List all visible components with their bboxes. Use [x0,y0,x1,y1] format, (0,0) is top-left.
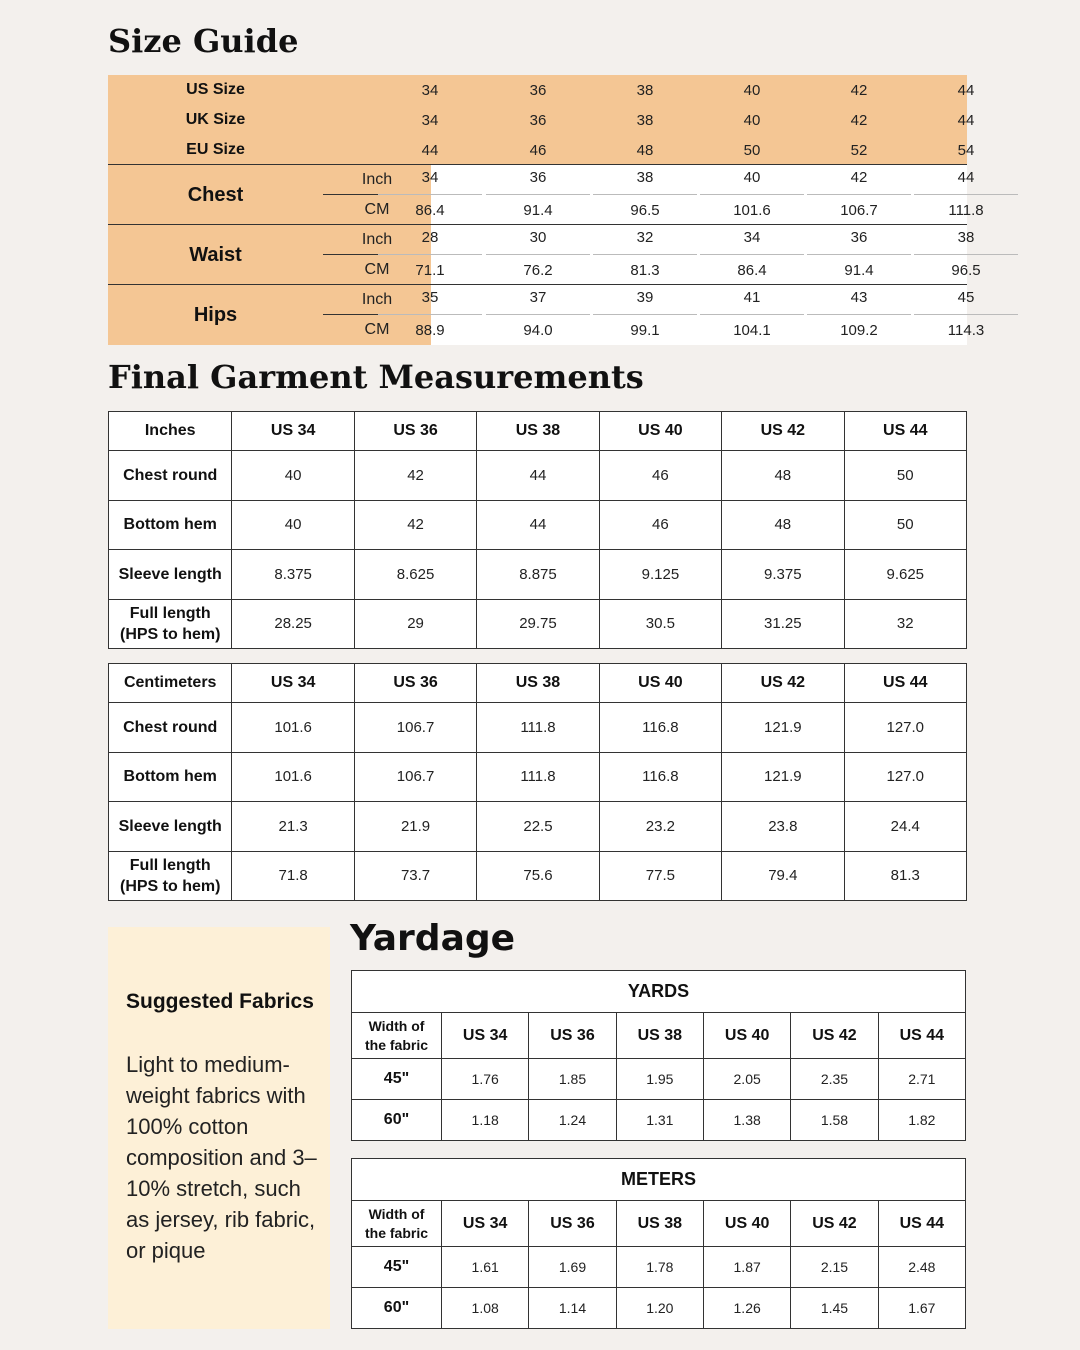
table-cell: 75.6 [477,851,599,901]
row-label-subline: (HPS to hem) [119,877,221,895]
row-label-line: Sleeve length [118,817,222,835]
table-cell: 111.8 [477,703,599,753]
table-cell: 1.82 [878,1100,965,1141]
table-cell: 111.8 [477,752,599,802]
table-cell: 9.375 [722,550,844,600]
size-column-header: US 44 [878,1201,965,1247]
fabric-width-label: 45" [352,1059,442,1100]
size-value-row [421,165,975,195]
table-title-row [352,1159,966,1201]
table-cell: 21.9 [354,802,476,852]
table-cell: 1.45 [791,1288,878,1329]
size-value-cell: 42 [850,169,868,186]
table-cell: 1.58 [791,1100,878,1141]
measurement-group-label: Waist [108,225,323,285]
row-label-line: Bottom hem [123,516,217,534]
table-cell: 1.76 [442,1059,529,1100]
table-cell: 50 [844,500,966,550]
table-cell: 1.08 [442,1288,529,1329]
size-value-cell: 96.5 [630,201,660,219]
cell-divider-line [486,314,590,315]
table-row [109,752,967,802]
table-row [109,451,967,501]
table-cell: 42 [354,500,476,550]
size-header-cell: 54 [957,141,975,159]
table-title-row [352,971,966,1013]
suggested-fabrics-panel [108,927,330,1329]
size-column-header: US 40 [703,1013,790,1059]
size-value-cell: 86.4 [415,201,445,219]
table-row [109,703,967,753]
size-header-cell: 34 [421,111,439,129]
size-header-cell: 38 [636,81,654,99]
cell-divider-line [914,314,1018,315]
size-value-cell: 109.2 [840,321,878,339]
size-value-row [415,315,985,345]
table-cell: 24.4 [844,802,966,852]
size-value-cell: 36 [850,229,868,246]
cell-divider-line [700,254,804,255]
size-header-row [108,135,975,165]
cell-divider-line [807,194,911,195]
table-corner-label: Inches [109,412,232,451]
size-header-cell: 46 [529,141,547,159]
table-cell: 48 [722,451,844,501]
size-value-cell: 106.7 [840,201,878,219]
measurement-group-label: Hips [108,285,323,345]
size-column-header: US 38 [477,412,599,451]
table-cell: 42 [354,451,476,501]
table-cell: 2.35 [791,1059,878,1100]
size-column-header: US 42 [722,412,844,451]
table-cell: 1.31 [616,1100,703,1141]
table-cell: 77.5 [599,851,721,901]
size-column-header: US 42 [722,664,844,703]
row-label-line: Full length [129,604,211,622]
size-column-header: US 36 [354,412,476,451]
garment-cm-table [108,663,967,901]
table-row [352,1247,966,1288]
size-guide-table [108,75,985,345]
table-cell: 79.4 [722,851,844,901]
size-header-cell: 40 [743,81,761,99]
cell-divider-line [700,314,804,315]
table-cell: 50 [844,451,966,501]
table-cell: 44 [477,451,599,501]
size-value-cell: 44 [957,169,975,186]
cell-divider-line [593,194,697,195]
unit-label: CM [364,261,390,278]
size-value-cell: 40 [743,169,761,186]
table-cell: 9.125 [599,550,721,600]
table-cell: 71.8 [232,851,354,901]
size-value-cell: 36 [529,169,547,186]
corner-line: Width of [368,1205,425,1222]
row-label-line: Sleeve length [118,565,222,583]
size-column-header: US 42 [791,1201,878,1247]
garment-inches-table [108,411,967,649]
size-header-cell: 36 [529,111,547,129]
size-header-label: EU Size [186,141,245,158]
table-cell: 121.9 [722,752,844,802]
size-column-header: US 38 [477,664,599,703]
size-column-header: US 40 [599,412,721,451]
size-header-cell: 40 [743,111,761,129]
table-title: YARDS [352,971,966,1013]
size-column-header: US 38 [616,1013,703,1059]
size-header-cell: 36 [529,81,547,99]
size-value-cell: 111.8 [948,201,984,219]
row-label [109,599,232,649]
cell-divider-line [807,314,911,315]
table-cell: 31.25 [722,599,844,649]
table-cell: 101.6 [232,752,354,802]
row-label-line: Full length [129,856,211,874]
size-value-cell: 45 [957,289,975,306]
table-cell: 127.0 [844,752,966,802]
table-cell: 116.8 [599,703,721,753]
corner-line: the fabric [364,1036,428,1053]
table-cell: 1.95 [616,1059,703,1100]
size-value-cell: 81.3 [630,261,660,279]
size-value-cell: 37 [529,289,547,306]
size-value-cell: 34 [421,169,439,186]
table-cell: 1.85 [529,1059,616,1100]
cell-divider-line [486,254,590,255]
table-cell: 1.20 [616,1288,703,1329]
size-value-cell: 34 [743,229,761,246]
fabric-width-label: 60" [352,1100,442,1141]
size-value-cell: 88.9 [415,321,445,339]
table-cell: 23.2 [599,802,721,852]
size-header-label: US Size [186,81,245,98]
row-label [109,451,232,501]
size-column-header: US 40 [703,1201,790,1247]
size-header-cell: 44 [957,81,975,99]
size-header-cell: 42 [850,81,868,99]
table-cell: 81.3 [844,851,966,901]
size-header-cell: 44 [957,111,975,129]
size-value-row [421,225,975,255]
size-value-cell: 86.4 [737,261,767,279]
width-of-fabric-label [352,1201,442,1247]
final-garment-title: Final Garment Measurements [108,358,644,396]
table-cell: 32 [844,599,966,649]
table-cell: 28.25 [232,599,354,649]
table-cell: 1.87 [703,1247,790,1288]
table-cell: 44 [477,500,599,550]
row-label-line: Chest round [123,718,218,736]
corner-line: Width of [368,1017,425,1034]
size-column-header: US 34 [442,1201,529,1247]
unit-label: CM [364,321,390,338]
yardage-title: Yardage [350,918,516,959]
table-row [109,599,967,649]
size-value-cell: 43 [850,289,868,306]
size-column-header: US 36 [529,1013,616,1059]
fabric-width-label: 60" [352,1288,442,1329]
meters-table [351,1158,966,1329]
size-header-cell: 48 [636,141,654,159]
table-cell: 106.7 [354,752,476,802]
table-cell: 1.26 [703,1288,790,1329]
size-header-cell: 52 [850,141,868,159]
table-cell: 48 [722,500,844,550]
row-label-line: Chest round [123,466,218,484]
size-column-header: US 34 [232,664,354,703]
cell-divider-line [593,314,697,315]
size-value-cell: 32 [636,229,654,246]
table-cell: 8.875 [477,550,599,600]
table-cell: 8.625 [354,550,476,600]
table-header-row [352,1013,966,1059]
size-column-header: US 42 [791,1013,878,1059]
table-cell: 121.9 [722,703,844,753]
unit-label: Inch [361,291,393,308]
size-header-cell: 34 [421,81,439,99]
size-value-cell: 38 [636,169,654,186]
size-value-cell: 41 [743,289,761,306]
fabric-width-label: 45" [352,1247,442,1288]
size-column-header: US 34 [442,1013,529,1059]
suggested-fabrics-text: Light to medium-weight fabrics with 100% cotton composition and 3–10% stretch, such as jersey, rib fabric, or pique [126,1052,317,1263]
table-title: METERS [352,1159,966,1201]
size-value-cell: 91.4 [844,261,874,279]
table-cell: 8.375 [232,550,354,600]
size-column-header: US 36 [354,664,476,703]
size-guide-title: Size Guide [108,22,299,60]
size-value-row [415,195,984,225]
size-column-header: US 40 [599,664,721,703]
table-cell: 106.7 [354,703,476,753]
size-column-header: US 34 [232,412,354,451]
cell-divider-line [378,314,482,315]
size-value-cell: 38 [957,229,975,246]
table-row [109,851,967,901]
table-cell: 1.67 [878,1288,965,1329]
table-cell: 46 [599,451,721,501]
table-cell: 9.625 [844,550,966,600]
size-header-row [108,75,975,105]
size-value-cell: 96.5 [951,261,981,279]
table-cell: 1.14 [529,1288,616,1329]
size-header-label: UK Size [185,111,246,128]
size-value-row [415,255,981,285]
cell-divider-line [914,194,1018,195]
table-row [352,1100,966,1141]
table-cell: 1.38 [703,1100,790,1141]
size-column-header: US 44 [844,664,966,703]
table-cell: 1.24 [529,1100,616,1141]
table-row [352,1288,966,1329]
size-value-cell: 99.1 [630,321,660,339]
size-value-cell: 71.1 [415,261,445,279]
cell-divider-line [378,194,482,195]
table-cell: 30.5 [599,599,721,649]
cell-divider-line [700,194,804,195]
table-corner-label: Centimeters [109,664,232,703]
cell-divider-line [914,254,1018,255]
row-label [109,752,232,802]
size-value-cell: 35 [421,289,439,306]
corner-line: the fabric [364,1224,428,1241]
table-cell: 127.0 [844,703,966,753]
table-cell: 46 [599,500,721,550]
size-value-cell: 76.2 [523,261,553,279]
size-header-row [108,105,975,135]
size-value-cell: 30 [529,229,547,246]
size-value-cell: 39 [636,289,654,306]
table-header-row [352,1201,966,1247]
suggested-fabrics-title: Suggested Fabrics [126,990,314,1013]
table-cell: 40 [232,500,354,550]
table-cell: 23.8 [722,802,844,852]
size-value-cell: 101.6 [733,201,771,219]
cell-divider-line [593,254,697,255]
table-row [109,500,967,550]
size-value-cell: 114.3 [947,321,985,339]
table-cell: 2.15 [791,1247,878,1288]
row-label-subline: (HPS to hem) [119,625,221,643]
size-header-cell: 38 [636,111,654,129]
yards-table [351,970,966,1141]
table-cell: 1.18 [442,1100,529,1141]
row-label [109,500,232,550]
table-cell: 21.3 [232,802,354,852]
size-column-header: US 44 [844,412,966,451]
row-label [109,851,232,901]
size-header-cell: 42 [850,111,868,129]
table-row [109,802,967,852]
width-of-fabric-label [352,1013,442,1059]
size-value-cell: 94.0 [523,321,553,339]
table-header-row [109,664,967,703]
table-cell: 29.75 [477,599,599,649]
size-column-header: US 38 [616,1201,703,1247]
cell-divider-line [807,254,911,255]
row-label [109,802,232,852]
table-cell: 116.8 [599,752,721,802]
table-cell: 73.7 [354,851,476,901]
size-value-cell: 91.4 [523,201,553,219]
size-header-cell: 50 [743,141,761,159]
size-header-cell: 44 [421,141,439,159]
unit-label: Inch [361,231,393,248]
table-cell: 2.71 [878,1059,965,1100]
cell-divider-line [486,194,590,195]
table-cell: 40 [232,451,354,501]
table-header-row [109,412,967,451]
measurement-group-label: Chest [108,165,323,225]
table-cell: 1.69 [529,1247,616,1288]
row-label [109,550,232,600]
unit-label: Inch [361,171,393,188]
row-label-line: Bottom hem [123,768,217,786]
table-cell: 2.48 [878,1247,965,1288]
table-row [109,550,967,600]
table-cell: 29 [354,599,476,649]
table-cell: 22.5 [477,802,599,852]
unit-label: CM [364,201,390,218]
table-cell: 101.6 [232,703,354,753]
cell-divider-line [378,254,482,255]
size-value-row [421,285,975,315]
table-row [352,1059,966,1100]
size-value-cell: 104.1 [733,321,771,339]
size-column-header: US 36 [529,1201,616,1247]
table-cell: 2.05 [703,1059,790,1100]
size-column-header: US 44 [878,1013,965,1059]
row-label [109,703,232,753]
table-cell: 1.78 [616,1247,703,1288]
table-cell: 1.61 [442,1247,529,1288]
size-value-cell: 28 [421,229,439,246]
